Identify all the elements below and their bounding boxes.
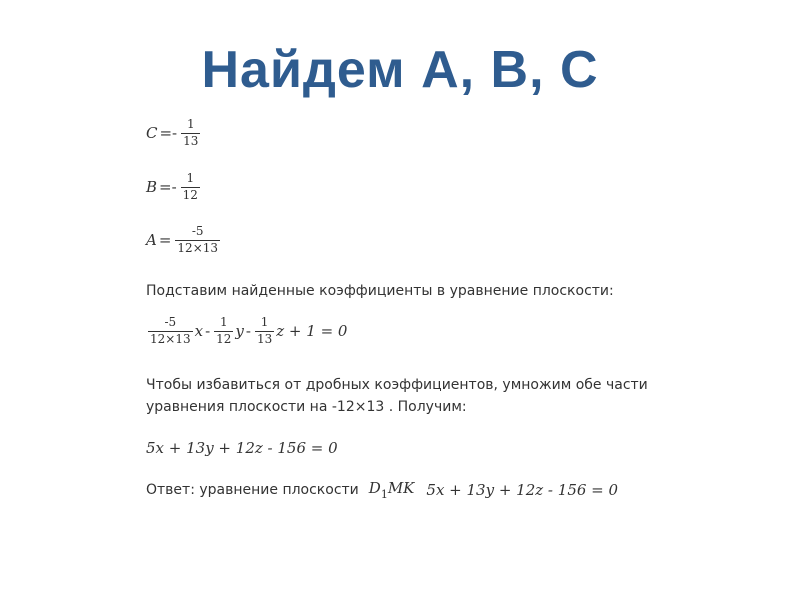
answer-line (146, 479, 618, 501)
coefficient-c-variable: C (146, 124, 158, 143)
plane-equation-integer (146, 439, 338, 457)
z-coefficient-fraction (255, 316, 274, 347)
fraction-numerator: -5 (191, 224, 204, 238)
fraction-denominator: 12×13 (177, 240, 219, 255)
plane-rest: MK (387, 479, 415, 497)
fraction-denominator: 12×13 (150, 331, 191, 346)
substitution-text: Подставим найденные коэффициенты в уравнение плоскости: (146, 283, 614, 299)
minus-sign: - (205, 322, 211, 341)
coefficient-a-formula (146, 225, 222, 256)
plane-subscript: 1 (380, 488, 388, 501)
coefficient-c-formula (146, 118, 202, 149)
answer-equation: 5x + 13y + 12z - 156 = 0 (426, 481, 619, 499)
fraction-numerator: 1 (186, 117, 195, 131)
clearing-fractions-text (146, 374, 648, 418)
equation-tail: z + 1 = 0 (276, 322, 348, 341)
fraction-denominator: 12 (216, 331, 232, 346)
coefficient-c-fraction (181, 118, 200, 149)
coefficient-a-fraction (175, 225, 220, 256)
coefficient-b-formula (146, 172, 202, 203)
clearing-text-line-1: Чтобы избавиться от дробных коэффициентов, умножим обе части (146, 377, 648, 393)
coefficient-a-variable: A (146, 231, 157, 250)
coefficient-a-sign: = (158, 231, 172, 250)
x-variable: x (194, 322, 204, 341)
answer-label: Ответ: уравнение плоскости (146, 482, 359, 498)
fraction-numerator: -5 (164, 315, 177, 329)
y-variable: y (235, 322, 244, 341)
coefficient-b-variable: B (146, 178, 158, 197)
coefficient-b-sign: =- (159, 178, 177, 197)
fraction-numerator: 1 (219, 315, 228, 329)
plane-letter: D (368, 479, 381, 497)
fraction-denominator: 12 (182, 187, 198, 202)
fraction-numerator: 1 (186, 171, 195, 185)
plane-equation-fractional (146, 316, 347, 347)
fraction-numerator: 1 (260, 315, 269, 329)
minus-sign: - (245, 322, 251, 341)
coefficient-c-sign: =- (159, 124, 178, 143)
plane-name (369, 479, 415, 501)
fraction-denominator: 13 (183, 133, 199, 148)
coefficient-b-fraction (181, 172, 200, 203)
y-coefficient-fraction (214, 316, 233, 347)
fraction-denominator: 13 (256, 331, 273, 346)
integer-equation: 5x + 13y + 12z - 156 = 0 (146, 439, 338, 457)
x-coefficient-fraction (148, 316, 193, 347)
slide-title: Найдем А, В, С (201, 41, 599, 99)
clearing-text-line-2: уравнения плоскости на -12×13 . Получим: (146, 399, 467, 415)
